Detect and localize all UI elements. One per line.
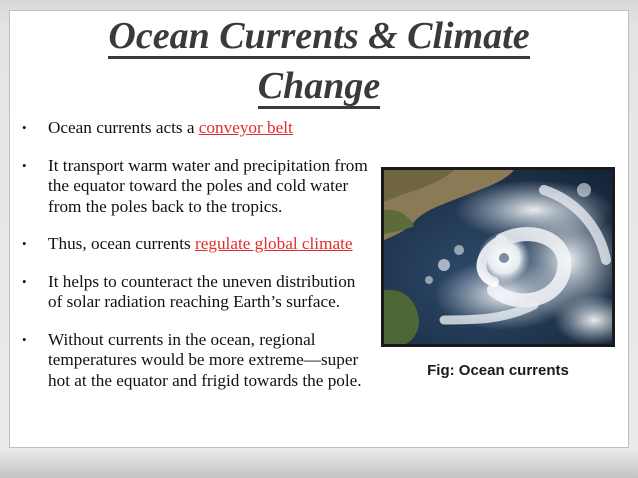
bullet-highlight: regulate global climate [195, 234, 353, 253]
hurricane-satellite-image [381, 167, 615, 347]
bullet-item [22, 330, 372, 392]
bullet-text: It transport warm water and precipitation from the equator toward the poles and cold water from the poles back to the tropics. [48, 155, 368, 216]
hurricane-illustration [384, 170, 612, 344]
bullet-item [22, 234, 372, 255]
bullet-dot: • [22, 331, 27, 347]
bullet-dot: • [22, 120, 27, 135]
bullet-dot: • [22, 236, 27, 251]
bullet-dot: • [22, 157, 27, 173]
bullet-text: Ocean currents acts a [48, 118, 199, 137]
bullet-item [22, 118, 372, 139]
bullet-item [22, 156, 372, 218]
bullet-text: Thus, ocean currents [48, 234, 195, 253]
slide-title [60, 14, 578, 114]
bullet-highlight: conveyor belt [198, 118, 293, 137]
bullet-item [22, 272, 372, 313]
bullet-list [22, 118, 372, 408]
title-line-2: Change [257, 65, 381, 107]
figure-caption: Fig: Ocean currents [427, 362, 569, 379]
title-line-1: Ocean Currents & Climate [108, 15, 530, 57]
bullet-dot: • [22, 273, 27, 289]
bullet-text: Without currents in the ocean, regional temperatures would be more extreme—super hot at the equator and frigid towards the pole. [48, 329, 362, 390]
bullet-text: It helps to counteract the uneven distribution of solar radiation reaching Earth’s surface. [48, 271, 356, 311]
